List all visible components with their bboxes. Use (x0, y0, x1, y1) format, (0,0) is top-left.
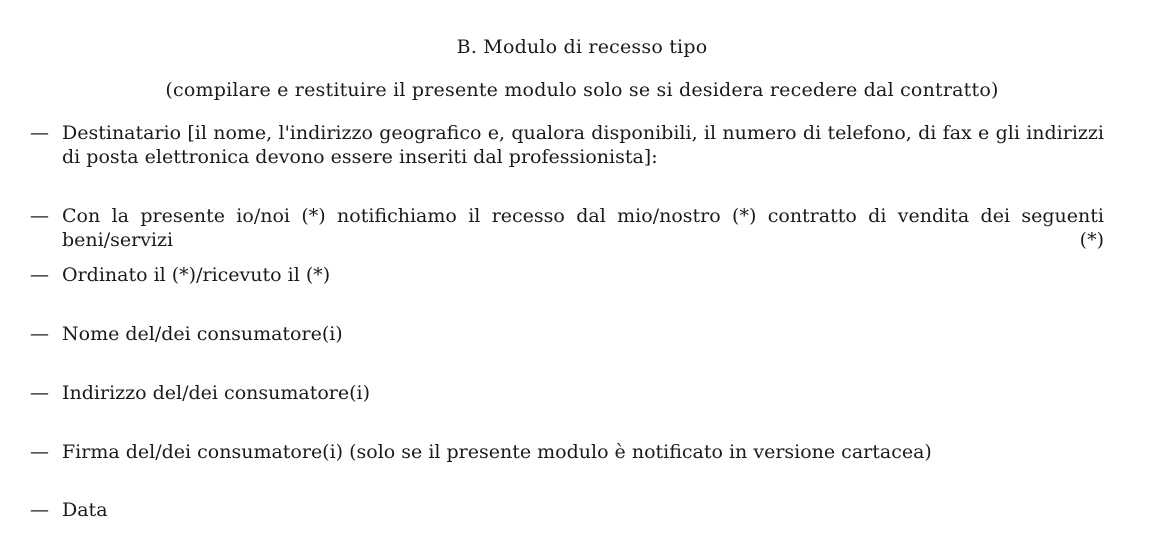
list-item-text: Indirizzo del/dei consumatore(i) (62, 382, 370, 404)
list-item-text: Ordinato il (*)/ricevuto il (*) (62, 264, 331, 286)
dash-bullet: — (30, 441, 49, 463)
dash-bullet: — (30, 382, 49, 404)
list-item-text: Destinatario [il nome, l'indirizzo geografico e, qualora disponibili, il numero di telefono, di fax e gli indirizzi di posta elettronica devono essere inseriti dal professionista]: (62, 122, 1104, 168)
dash-bullet: — (30, 122, 49, 144)
list-item-text: Data (62, 499, 108, 521)
list-item-order-date (30, 263, 1105, 287)
list-item-text: Firma del/dei consumatore(i) (solo se il presente modulo è notificato in versione cartacea) (62, 441, 932, 463)
list-item-date (30, 498, 1105, 522)
dash-bullet: — (30, 323, 49, 345)
dash-bullet: — (30, 499, 49, 521)
dash-bullet: — (30, 264, 49, 286)
list-item-text: Nome del/dei consumatore(i) (62, 323, 343, 345)
form-subtitle: (compilare e restituire il presente modulo solo se si desidera recedere dal contratto) (165, 79, 999, 101)
list-item-consumer-name (30, 322, 1105, 346)
list-item-notification (30, 204, 1105, 252)
form-title: B. Modulo di recesso tipo (456, 36, 708, 58)
list-item-signature (30, 440, 1105, 464)
list-item-text: Con la presente io/noi (*) notifichiamo il recesso dal mio/nostro (*) contratto di vendita dei seguenti beni/servizi (*) (62, 205, 1104, 251)
list-item-consumer-address (30, 381, 1105, 405)
list-item-recipient (30, 121, 1105, 169)
dash-bullet: — (30, 205, 49, 227)
